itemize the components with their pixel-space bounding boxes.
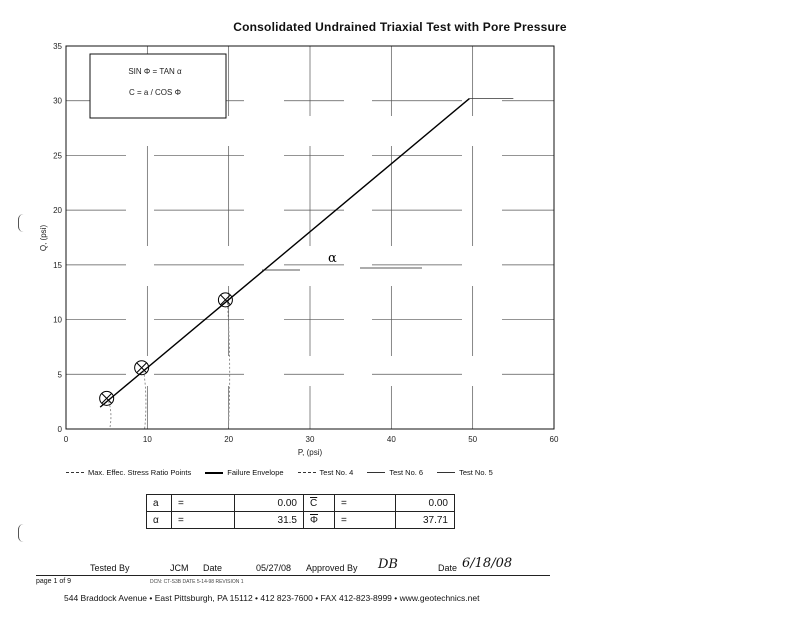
formula-line-1: SIN Φ = TAN α: [128, 67, 182, 76]
a-value: 0.00: [235, 495, 304, 512]
page-number: page 1 of 9: [36, 578, 72, 585]
date2-value: 6/18/08: [462, 556, 513, 571]
failure-envelope-line: [100, 99, 469, 408]
chart-title: Consolidated Undrained Triaxial Test with Pore Pressure: [233, 20, 567, 34]
y-tick-label: 15: [53, 260, 62, 270]
phi-symbol: $\overline{\Phi}$: [304, 512, 335, 529]
legend-item: Test No. 5: [437, 468, 493, 477]
y-tick-label: 30: [53, 96, 62, 106]
date2-label: Date: [438, 563, 458, 573]
alpha-annotation: α: [328, 251, 337, 266]
stress-path: [109, 401, 111, 429]
c-symbol: $\overline{C}$: [304, 495, 335, 512]
approved-by-signature: DB: [378, 557, 398, 572]
date-value: 05/27/08: [256, 563, 292, 573]
x-tick-label: 40: [386, 435, 396, 444]
alpha-value: 31.5: [235, 512, 304, 529]
chart-marks: [100, 99, 514, 429]
formula-box: [90, 54, 226, 118]
x-tick-label: 50: [468, 435, 478, 444]
y-tick-label: 5: [57, 370, 62, 380]
y-tick-label: 20: [53, 206, 62, 216]
x-tick-label: 20: [224, 435, 234, 444]
strength-parameters-table: a = 0.00 $\overline{C}$ = 0.00 α = 31.5 $\overline{\Phi}$ = 37.71: [146, 494, 455, 529]
x-axis-label: P, (psi): [297, 448, 323, 457]
tested-by-label: Tested By: [90, 563, 130, 573]
binder-hole-mark: [18, 524, 29, 542]
x-tick-label: 10: [142, 435, 152, 444]
phi-value: 37.71: [396, 512, 455, 529]
document-reference: DCN: CT-S3B DATE 5-14-98 REVISION 1: [150, 579, 244, 585]
legend-item: Max. Effec. Stress Ratio Points: [66, 468, 191, 477]
legend: [66, 468, 556, 477]
alpha-symbol: α: [147, 512, 172, 529]
y-tick-label: 25: [53, 151, 62, 161]
binder-hole-mark: [18, 214, 29, 232]
a-symbol: a: [147, 495, 172, 512]
legend-item: Failure Envelope: [205, 468, 283, 477]
formula-line-2: C = a / COS Φ: [129, 88, 181, 97]
signature-rule: [36, 575, 550, 576]
y-tick-label: 10: [53, 315, 62, 325]
approved-by-label: Approved By: [306, 563, 358, 573]
date-label: Date: [203, 563, 223, 573]
x-tick-label: 0: [63, 435, 69, 444]
c-value: 0.00: [396, 495, 455, 512]
legend-item: Test No. 4: [298, 468, 354, 477]
y-tick-label: 35: [53, 42, 62, 51]
company-address: 544 Braddock Avenue • East Pittsburgh, PA 15112 • 412 823-7600 • FAX 412-823-8999 • www.geotechnics.net: [64, 593, 480, 603]
x-tick-label: 30: [305, 435, 315, 444]
y-tick-label: 0: [57, 425, 62, 434]
stress-path: [144, 371, 146, 429]
y-axis-label: Q, (psi): [39, 224, 48, 252]
tested-by-value: JCM: [170, 563, 189, 573]
x-tick-label: 60: [549, 435, 559, 444]
legend-item: Test No. 6: [367, 468, 423, 477]
